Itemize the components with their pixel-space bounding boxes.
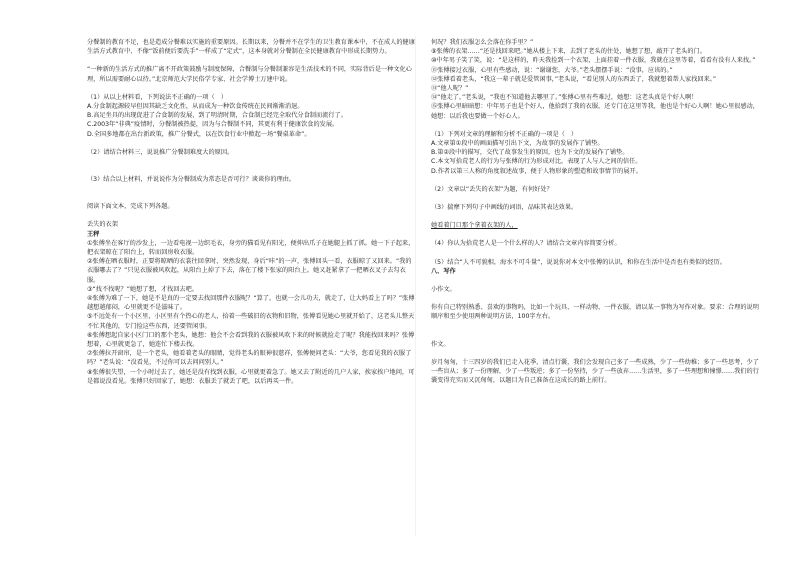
- intro-paragraph-1: 分餐制的教育不足，也是造成分餐难以实施的重要原因。长期以来，分餐并不在学生的卫生教育课本中，不在成人的健康生活方式教育中，不像“饭前便后要洗手”一样成了“定式”，这本身就对分餐制在全民健康教育中形成长期势力。: [87, 39, 415, 56]
- story-paragraph-r8: ⑮张傅心里暗暗想：中年男子也是个好人，他拾到了我的衣服，还专门在这里等我，他也是个好心人啊！她心里很感动，她想：以后我也要做一个好心人。: [431, 103, 759, 120]
- story-paragraph-2: ②张傅在晒衣服时，正要将晾晒的衣裳往回拿时，突然发现，身后“咔”的一声，张傅回头一看，衣服晾了又回来。“我的衣服哪去了？”只见衣服被风吹起，从阳台上掉了下去，落在了楼下张家的阳台上。她又赶紧拿了一把晒衣叉子去勾衣服。: [87, 258, 412, 284]
- reading-question-1-option-c: C.本文写拾荒老人的行为与张傅的行为形成对比，表现了人与人之间的信任。: [431, 158, 642, 166]
- story-paragraph-8: ⑧张傅很失望，一个小时过去了，她还是没有找到衣服，心里就更着急了。她又去了附近的几户人家，挨家挨户地问，可是都说没看见。张傅只好回家了，她想：衣服丢了就丢了吧，以后再买一件。: [87, 368, 415, 385]
- story-paragraph-r5: ⑫张傅看着老头，“我这一辈子就是爱管闲事，”老头说，“看见别人的东西丢了，我就想着帮人家找回来。”: [431, 75, 717, 83]
- left-column: [87, 38, 417, 386]
- story-paragraph-r3: ⑩中年男子笑了笑，说：“是这样的，昨天我捡到一个衣架，上面挂着一件衣服，我就在这里等着，看看有没有人来找。”: [431, 57, 756, 65]
- story-title: 丢失的衣架: [87, 221, 118, 229]
- story-author: 王秤: [87, 230, 100, 238]
- reading-question-2: （2）文章以“丢失的衣架”为题，有何好处？: [431, 185, 553, 193]
- reading-question-5: （5）结合“人不可貌相，海水不可斗量”，说说你对本文中张傅的认识，和你在生活中是否也有类似的经历。: [431, 258, 726, 266]
- story-paragraph-4: ④张傅为难了一下，她是不是真的一定要去找回那件衣服呢？“算了，也就一会儿功夫，就走了，让大妈看上了吗？”张傅越想越郁闷，心里就更不是滋味了。: [87, 295, 415, 312]
- story-paragraph-3: ③“找不找呢？”她想了想，才找回去吧。: [87, 285, 198, 293]
- question-3: （3）结合以上材料，并说说作为分餐制成为常态是否可行？谈谈你的理由。: [87, 176, 296, 184]
- section-writing-heading: 八、写作: [431, 267, 456, 275]
- question-1-option-c: C.2003年“非典”疫情时，分餐制被热提，因为与合餐制不同，其更有利于健康饮食的发展。: [87, 121, 339, 129]
- question-1-option-b: B.高足坐具的出现促进了合食制的发展，到了明清时期，合食制已经完全取代分食制而流行了。: [87, 112, 347, 120]
- reading-question-1-title: （1）下列对文章的理解和分析不正确的一项是（ ）: [431, 130, 578, 138]
- reading-question-1-option-a: A.文章第①段中的画面描写引出下文，为故事的发展作了铺垫。: [431, 140, 604, 148]
- question-1-option-d: D.全国多地都在出台新政策，推广分餐式，以在饮食行业中掀起一场“餐桌革命”。: [87, 130, 311, 138]
- reading-instruction: 阅读下面文本，完成下列各题。: [87, 203, 174, 211]
- story-paragraph-7: ⑦张傅拉开窗帘，是一个老头，她看着老头的眼睛，觉得老头的眼神很慈祥，张傅便问老头：“大爷，您看见我的衣服了吗？”老头说：“没看见，不过你可以去问问别人。”: [87, 350, 412, 367]
- story-paragraph-r6: ⑬“他人呢？”: [431, 85, 469, 93]
- story-paragraph-5: ⑤不远处有一个小区里，小区里有个热心的老人，拾着一些破旧的衣物和旧物，张傅看见她心里就开始了，这老头儿整天不忙其他的，专门捡这些东西，还要管闲事。: [87, 313, 415, 330]
- story-paragraph-1: ①张傅坐在客厅的沙发上，一边看电视一边织毛衣，身旁的猫看见有阳光，便伸出爪子在她腿上抓了抓。她一下子起来，把衣架晾在了阳台上，转而回房收衣服。: [87, 239, 415, 257]
- reading-question-3: （3）揣摩下列句子中画线的词语，品味其表达效果。: [431, 204, 578, 212]
- story-paragraph-r7: ⑭“他走了，”老头说，“我也不知道他去哪里了。”张傅心里有些难过，她想：这老头真是个好人啊！: [431, 94, 698, 102]
- question-2: （2）请结合材料三，说说推广分餐制难度大的原因。: [87, 148, 234, 156]
- reading-question-1-option-b: B.第②段中的描写，交代了故事发生的原因，也为下文的发展作了铺垫。: [431, 149, 629, 157]
- question-1-option-a: A.分食制起源较早但因其缺乏文化性，从而成为一种饮食传统在民间渐渐消退。: [87, 103, 304, 111]
- intro-paragraph-2: “一种新的生活方式的推广离不开政策鼓励与制度保障，合餐制与分餐制兼容是生活技术的不同，实际背后是一种文化心理，所以需要耐心以待。”北京师范大学民俗学专家、社会学博士万建中说。: [87, 66, 412, 83]
- essay-label: 作文。: [431, 340, 450, 348]
- story-paragraph-r2: ⑨张傅的衣架……“还是找回来吧。”她从楼上下来，去到了老头的住处，她想了想，敲开了老头的门。: [431, 48, 706, 56]
- right-column: [431, 38, 761, 385]
- reading-question-1-option-d: D.作者以第三人称的角度叙述故事，便于人物形象的塑造和故事情节的展开。: [431, 167, 642, 175]
- writing-prompt-requirements: 你有自己特别熟悉、喜欢的事物吗，比如一个玩具、一样动物、一件衣服，请以某一事物为写作对象。要求：合理的说明顺序和至少使用两种说明方法，100字左右。: [431, 304, 759, 321]
- story-paragraph-r4: ⑪张傅接过衣服，心里有些感动，说：“谢谢您，大爷。”老头摆摆手说：“没事，应该的。”: [431, 66, 673, 74]
- reading-question-4: （4）你认为拾荒老人是一个什么样的人？请结合文章内容简要分析。: [431, 240, 621, 248]
- story-paragraph-6: ⑥张傅想起自家小区门口的那个老头，她想：他会不会看到我的衣服被风吹下来的时候就捡走了呢？我能找回来吗？张傅想着，心里就更急了，她连忙下楼去找。: [87, 331, 415, 349]
- writing-prompt-small: 小作文。: [431, 286, 456, 294]
- reading-question-3-sentence: 她看着门口那个拿着衣架的人，: [431, 222, 518, 230]
- question-1-title: （1）从以上材料看，下列说法不正确的一项（ ）: [87, 93, 228, 101]
- essay-prompt-text: 岁月匆匆，十三四岁的我们已走入花季，清点行囊，我们会发现自己多了一些成熟，少了一些幼稚；多了一些思考，少了一些盲从；多了一份理解，少了一些叛逆；多了一份坚持，少了一些放弃……生活里，多了一些理想和憧憬……我们的行囊变得充实而又沉甸甸，以题目为自己准备在这成长的路上前行。: [431, 358, 759, 385]
- story-paragraph-r1: 何况？我们衣服怎么会落在你手里？”: [431, 39, 534, 46]
